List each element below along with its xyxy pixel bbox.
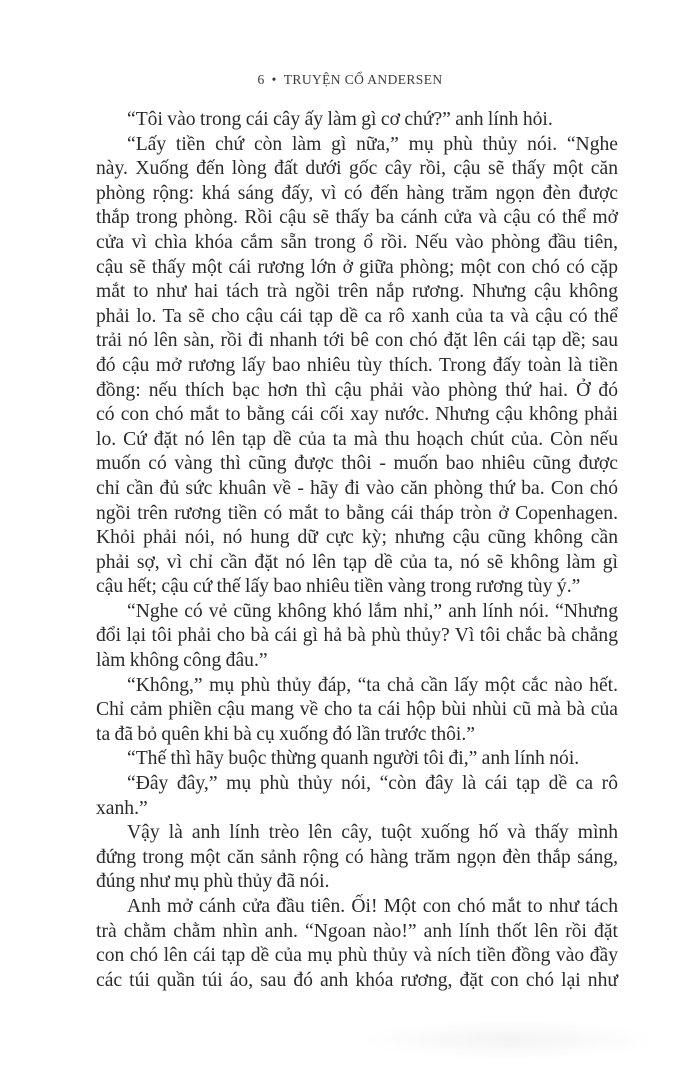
text-line: trà chằm chằm nhìn anh. “Ngoan nào!” anh lính thốt lên rồi đặt (96, 920, 618, 942)
text-line: ngồi trên rương tiền có mắt to bằng cái tháp tròn ở Copenhagen. (96, 502, 618, 524)
text-line: đứng trong một căn sảnh rộng có hàng trăm ngọn đèn thắp sáng, (96, 846, 618, 868)
text-line: đổi lại tôi phải cho bà cái gì hả bà phù thủy? Vì tôi chắc bà chẳng (96, 625, 618, 647)
text-line: Chỉ cảm phiền cậu mang về cho ta cái hộp bùi nhùi cũ mà bà của (96, 699, 618, 721)
text-line: Vậy là anh lính trèo lên cây, tuột xuống hố và thấy mình (127, 822, 618, 844)
text-line: lo. Cứ đặt nó lên tạp dề của ta mà thu hoạch chút của. Còn nếu (96, 428, 618, 450)
text-line: con chó lên cái tạp dề của mụ phù thủy và ních tiền đồng vào đầy (96, 945, 618, 967)
text-line: muốn có vàng thì cũng được thôi - muốn bao nhiêu cũng được (96, 453, 618, 475)
text-line: có con chó mắt to bằng cái cối xay nước. Nhưng cậu không phải (96, 404, 618, 426)
text-line: xanh.” (96, 797, 148, 819)
text-line: này. Xuống đến lòng đất dưới gốc cây rồi, cậu sẽ thấy một căn (96, 158, 618, 180)
text-line: phải sợ, vì chỉ cần đặt nó lên tạp dề của ta, nó sẽ không làm gì (96, 551, 618, 573)
text-line: “Không,” mụ phù thủy đáp, “ta chả cần lấy một cắc nào hết. (127, 674, 618, 696)
text-line: các túi quần túi áo, sau đó anh khóa rương, đặt con chó lại như (96, 969, 618, 991)
text-line: đồng: nếu thích bạc hơn thì cậu phải vào phòng thứ hai. Ở đó (96, 379, 618, 401)
text-line: phải lo. Ta sẽ cho cậu cái tạp dề ca rô xanh của ta và cậu có thể (96, 305, 618, 327)
text-line: phòng rộng: khá sáng đấy, vì có đến hàng trăm ngọn đèn được (96, 182, 618, 204)
page-number: 6 (257, 72, 265, 87)
body-text (96, 108, 618, 993)
text-line: đó cậu mở rương lấy bao nhiêu tùy thích. Trong đấy toàn là tiền (96, 354, 618, 376)
running-head (0, 72, 700, 88)
text-line: mắt to như hai tách trà ngồi trên nắp rương. Nhưng cậu không (96, 281, 618, 303)
book-title: TRUYỆN CỔ ANDERSEN (283, 72, 443, 87)
text-line: “Đây đây,” mụ phù thủy nói, “còn đây là cái tạp dề ca rô (127, 773, 618, 795)
text-line: ta đã bỏ quên khi bà cụ xuống đó lần trước thôi.” (96, 723, 475, 745)
text-line: Anh mở cánh cửa đầu tiên. Ối! Một con chó mắt to như tách (127, 896, 618, 917)
text-line: đúng như mụ phù thủy đã nói. (96, 871, 330, 893)
scan-smudge (360, 1020, 660, 1060)
text-line: “Tôi vào trong cái cây ấy làm gì cơ chứ?” anh lính hỏi. (127, 109, 553, 130)
text-line: làm không công đâu.” (96, 650, 268, 672)
text-line: cậu hết; cậu cứ thế lấy bao nhiêu tiền vàng trong rương tùy ý.” (96, 576, 581, 598)
text-line: trải nó lên sàn, rồi đi nhanh tới bê con chó đặt lên cái tạp dề; sau (96, 330, 618, 352)
text-line: cửa vì chìa khóa cắm sẵn trong ổ rồi. Nếu vào phòng đầu tiên, (96, 231, 618, 253)
text-line: “Nghe có vẻ cũng không khó lắm nhỉ,” anh lính nói. “Nhưng (127, 600, 618, 622)
text-line: thắp trong phòng. Rồi cậu sẽ thấy ba cánh cửa và cậu có thể mở (96, 207, 618, 229)
text-line: chỉ cần đủ sức khuân về - hãy đi vào căn phòng thứ ba. Con chó (96, 477, 618, 499)
text-line: Khỏi phải nói, nó hung dữ cực kỳ; nhưng cậu cũng không cần (96, 527, 618, 549)
text-line: cậu sẽ thấy một cái rương lớn ở giữa phòng; một con chó có cặp (96, 256, 618, 278)
text-line: “Lấy tiền chứ còn làm gì nữa,” mụ phù thủy nói. “Nghe (127, 133, 618, 155)
header-separator: • (271, 72, 277, 87)
text-line: “Thế thì hãy buộc thừng quanh người tôi đi,” anh lính nói. (127, 748, 580, 770)
